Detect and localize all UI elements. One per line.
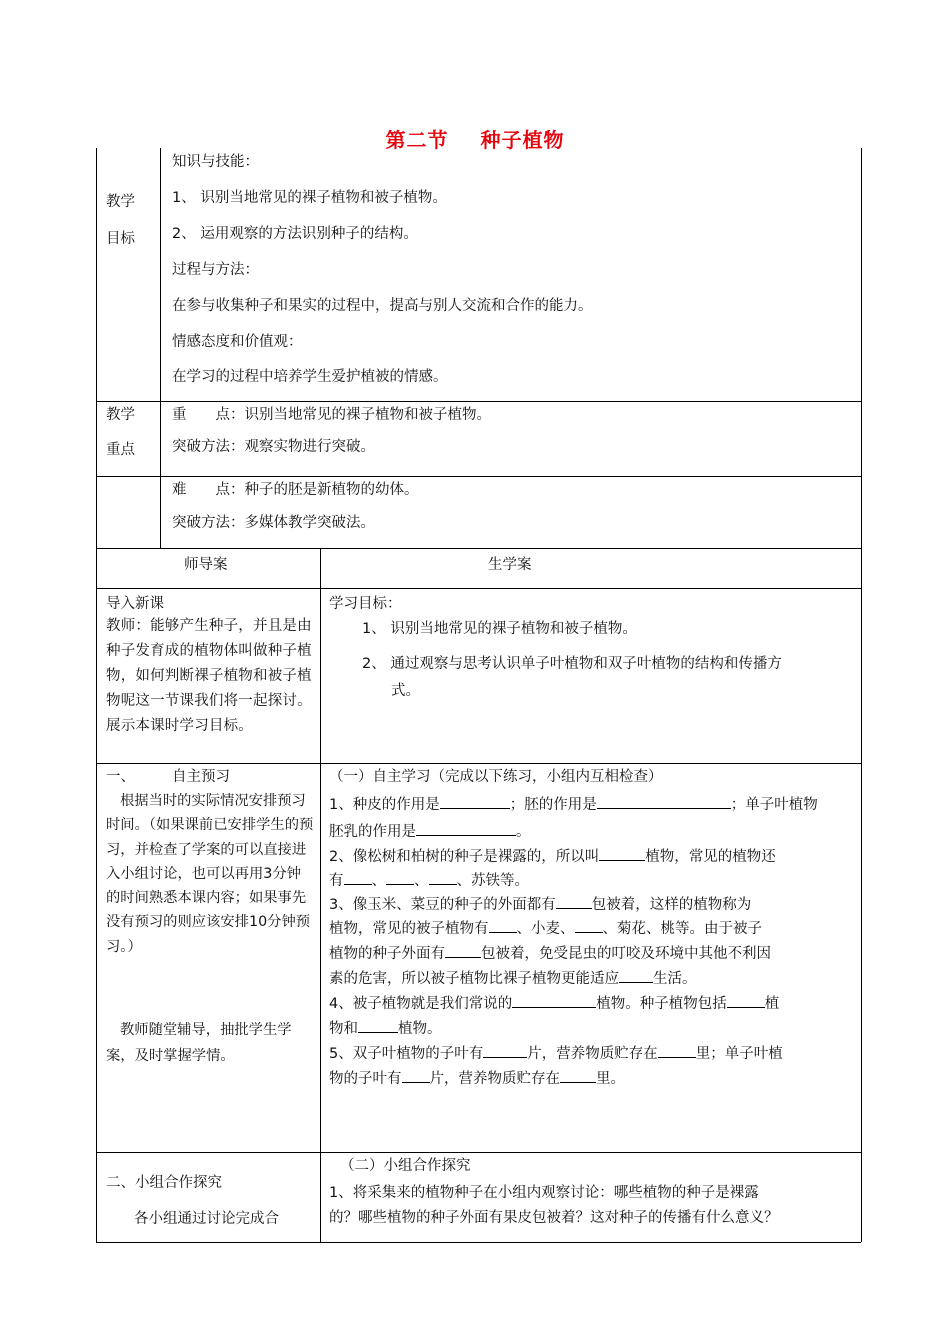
table-line bbox=[320, 548, 321, 1242]
table-line bbox=[96, 763, 861, 764]
question-3-cont bbox=[329, 966, 697, 989]
student-column-header: 生学案 bbox=[488, 557, 532, 573]
question-2-cont bbox=[329, 868, 529, 891]
difficult-point-line: 难 点：种子的胚是新植物的幼体。 bbox=[172, 482, 419, 498]
intro-student-title: 学习目标： bbox=[329, 596, 402, 612]
question-text: 3、像玉米、菜豆的种子的外面都有 bbox=[329, 897, 556, 913]
question-text: 里。 bbox=[596, 1071, 625, 1087]
objective-line: 1、 识别当地常见的裸子植物和被子植物。 bbox=[172, 190, 447, 206]
answer-blank[interactable] bbox=[575, 916, 603, 933]
objectives-label-1: 教学 bbox=[106, 194, 135, 210]
table-line bbox=[96, 1152, 861, 1153]
preview-teacher-text-2: 教师随堂辅导，抽批学生学案，及时掌握学情。 bbox=[106, 1022, 292, 1064]
answer-blank[interactable] bbox=[402, 1066, 430, 1083]
answer-blank[interactable] bbox=[560, 1066, 596, 1083]
question-text: 胚乳的作用是 bbox=[329, 824, 416, 840]
learning-goal-2-cont: 式。 bbox=[391, 683, 420, 699]
section-topic: 种子植物 bbox=[480, 128, 565, 152]
question-5-cont bbox=[329, 1066, 625, 1089]
question-text: 、 bbox=[414, 873, 429, 889]
answer-blank[interactable] bbox=[512, 991, 596, 1008]
objective-line: 在学习的过程中培养学生爱护植被的情感。 bbox=[172, 369, 448, 385]
answer-blank[interactable] bbox=[386, 868, 414, 885]
question-text: 、 bbox=[371, 873, 386, 889]
table-line bbox=[96, 1242, 861, 1243]
question-1 bbox=[329, 792, 818, 815]
answer-blank[interactable] bbox=[358, 1016, 398, 1033]
question-text: 生活。 bbox=[653, 971, 697, 987]
question-5 bbox=[329, 1041, 783, 1064]
group-question-1: 1、将采集来的植物种子在小组内观察讨论：哪些植物的种子是裸露 bbox=[329, 1185, 759, 1201]
answer-blank[interactable] bbox=[599, 844, 645, 861]
answer-blank[interactable] bbox=[445, 941, 481, 958]
question-text: 。 bbox=[516, 824, 531, 840]
table-line bbox=[861, 148, 862, 1242]
answer-blank[interactable] bbox=[658, 1041, 696, 1058]
question-4-cont bbox=[329, 1016, 442, 1039]
learning-goal-2: 2、 通过观察与思考认识单子叶植物和双子叶植物的结构和传播方 bbox=[362, 656, 782, 672]
answer-blank[interactable] bbox=[429, 868, 457, 885]
question-4 bbox=[329, 991, 779, 1014]
objective-line: 2、 运用观察的方法识别种子的结构。 bbox=[172, 226, 418, 242]
key-point-method: 突破方法：观察实物进行突破。 bbox=[172, 439, 375, 455]
table-line bbox=[96, 401, 861, 402]
question-3-cont bbox=[329, 941, 771, 964]
question-text: 有 bbox=[329, 873, 344, 889]
group-student-heading: （二）小组合作探究 bbox=[340, 1158, 471, 1174]
question-1-cont bbox=[329, 819, 531, 842]
question-text: 5、双子叶植物的子叶有 bbox=[329, 1046, 484, 1062]
preview-teacher-text: 根据当时的实际情况安排预习时间。（如果课前已安排学生的预习，并检查了学案的可以直接进入小组讨论，也可以再用3分钟的时间熟悉本课内容；如果事先没有预习的则应该安排10分钟预习。） bbox=[106, 793, 314, 955]
self-study-heading: （一）自主学习（完成以下练习，小组内互相检查） bbox=[329, 769, 663, 785]
question-text: 、苏铁等。 bbox=[456, 873, 529, 889]
question-3 bbox=[329, 892, 751, 915]
question-text: 素的危害，所以被子植物比裸子植物更能适应 bbox=[329, 971, 619, 987]
question-text: 片，营养物质贮存在 bbox=[527, 1046, 658, 1062]
question-text: 2、像松树和柏树的种子是裸露的，所以叫 bbox=[329, 849, 600, 865]
question-3-cont bbox=[329, 916, 762, 939]
question-text: ；胚的作用是 bbox=[509, 797, 597, 813]
table-line bbox=[96, 148, 97, 1242]
answer-blank[interactable] bbox=[597, 792, 731, 809]
objective-line: 情感态度和价值观： bbox=[172, 334, 303, 350]
difficult-point-method: 突破方法：多媒体教学突破法。 bbox=[172, 515, 375, 531]
section-number: 第二节 bbox=[385, 128, 449, 152]
group-question-1-cont: 的？哪些植物的种子外面有果皮包被着？这对种子的传播有什么意义？ bbox=[329, 1210, 779, 1226]
table-line bbox=[96, 476, 861, 477]
answer-blank[interactable] bbox=[489, 916, 517, 933]
question-text: 物和 bbox=[329, 1021, 358, 1037]
objective-line: 知识与技能： bbox=[172, 154, 259, 170]
document-title bbox=[0, 124, 950, 153]
table-line bbox=[96, 548, 861, 549]
answer-blank[interactable] bbox=[619, 966, 653, 983]
question-text: 片，营养物质贮存在 bbox=[429, 1071, 560, 1087]
answer-blank[interactable] bbox=[440, 792, 510, 809]
table-line bbox=[160, 148, 161, 548]
question-text: 植 bbox=[764, 996, 780, 1012]
answer-blank[interactable] bbox=[556, 892, 592, 909]
answer-blank[interactable] bbox=[344, 868, 372, 885]
question-text: 包被着，免受昆虫的叮咬及环境中其他不利因 bbox=[481, 946, 771, 962]
key-label-1: 教学 bbox=[106, 407, 135, 423]
question-text: 1、种皮的作用是 bbox=[329, 797, 440, 813]
preview-heading-number: 一、 bbox=[106, 769, 135, 785]
objective-line: 过程与方法： bbox=[172, 262, 259, 278]
objectives-label-2: 目标 bbox=[106, 231, 135, 247]
question-text: 植物，常见的植物还 bbox=[645, 849, 776, 865]
question-text: 里；单子叶植 bbox=[695, 1046, 783, 1062]
key-label-2: 重点 bbox=[106, 442, 135, 458]
question-text: 、菊花、桃等。由于被子 bbox=[602, 921, 762, 937]
learning-goal-1: 1、 识别当地常见的裸子植物和被子植物。 bbox=[362, 621, 637, 637]
preview-heading: 自主预习 bbox=[172, 769, 230, 785]
question-2 bbox=[329, 844, 776, 867]
question-text: 4、被子植物就是我们常说的 bbox=[329, 996, 513, 1012]
answer-blank[interactable] bbox=[483, 1041, 527, 1058]
intro-teacher-title: 导入新课 bbox=[106, 596, 164, 612]
key-point-line: 重 点：识别当地常见的裸子植物和被子植物。 bbox=[172, 407, 491, 423]
table-line bbox=[96, 588, 861, 589]
question-text: ；单子叶植物 bbox=[730, 797, 818, 813]
question-text: 植物，常见的被子植物有 bbox=[329, 921, 489, 937]
question-text: 包被着，这样的植物称为 bbox=[591, 897, 752, 913]
question-text: 、小麦、 bbox=[516, 921, 575, 937]
question-text: 植物。种子植物包括 bbox=[596, 996, 727, 1012]
question-text: 植物。 bbox=[398, 1021, 442, 1037]
group-teacher-text: 各小组通过讨论完成合 bbox=[134, 1211, 279, 1227]
question-text: 物的子叶有 bbox=[329, 1071, 402, 1087]
group-heading: 二、小组合作探究 bbox=[106, 1175, 222, 1191]
answer-blank[interactable] bbox=[727, 991, 765, 1008]
question-text: 植物的种子外面有 bbox=[329, 946, 445, 962]
intro-teacher-text: 教师：能够产生种子，并且是由种子发育成的植物体叫做种子植物，如何判断裸子植物和被子植物呢这一节课我们将一起探讨。展示本课时学习目标。 bbox=[106, 618, 312, 734]
answer-blank[interactable] bbox=[416, 819, 516, 836]
teacher-column-header: 师导案 bbox=[184, 557, 228, 573]
objective-line: 在参与收集种子和果实的过程中，提高与别人交流和合作的能力。 bbox=[172, 298, 593, 314]
